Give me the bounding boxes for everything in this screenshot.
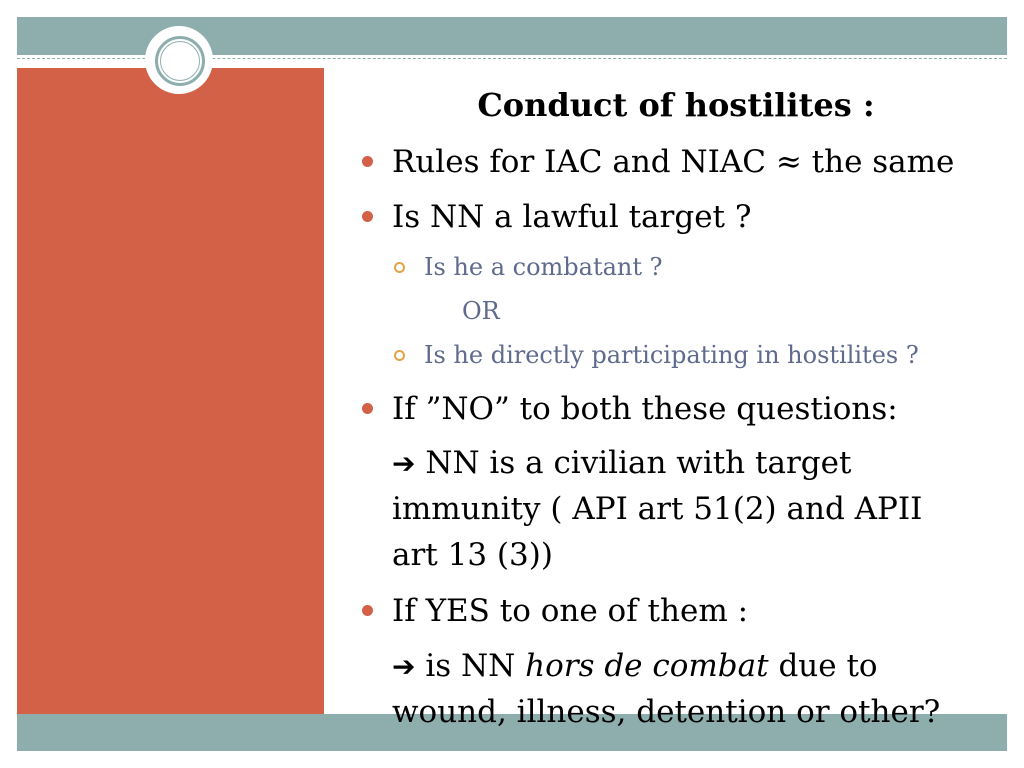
bullet-if-no: If ”NO” to both these questions: bbox=[392, 391, 898, 427]
bullet-lawful-target: Is NN a lawful target ? bbox=[392, 199, 752, 235]
no-result-line-2: immunity ( API art 51(2) and APII bbox=[392, 491, 923, 527]
sub-item-participating: Is he directly participating in hostilites ? bbox=[424, 341, 919, 369]
yes-result-suffix: due to bbox=[778, 648, 878, 684]
circle-inner-ring-icon bbox=[160, 41, 200, 81]
yes-result-line-2: wound, illness, detention or other? bbox=[392, 694, 941, 730]
no-result-line-3: art 13 (3)) bbox=[392, 537, 553, 573]
hollow-bullet-icon bbox=[394, 262, 405, 273]
yes-result-prefix: is NN bbox=[425, 648, 516, 684]
bullet-rules: Rules for IAC and NIAC ≈ the same bbox=[392, 144, 955, 180]
bullet-if-yes: If YES to one of them : bbox=[392, 593, 749, 629]
left-color-panel bbox=[17, 68, 324, 714]
sub-item-combatant: Is he a combatant ? bbox=[424, 253, 663, 281]
right-arrow-icon: ➔ bbox=[392, 650, 416, 683]
bullet-dot-icon bbox=[362, 605, 373, 616]
sub-item-or: OR bbox=[462, 297, 500, 325]
no-result-text-1: NN is a civilian with target bbox=[425, 445, 852, 481]
bullet-dot-icon bbox=[362, 211, 373, 222]
hollow-bullet-icon bbox=[394, 350, 405, 361]
bullet-dot-icon bbox=[362, 403, 373, 414]
yes-result-line-1 bbox=[392, 646, 878, 687]
yes-result-italic: hors de combat bbox=[525, 648, 769, 684]
bullet-dot-icon bbox=[362, 156, 373, 167]
no-result-line-1 bbox=[392, 443, 851, 484]
slide-title: Conduct of hostilites : bbox=[477, 86, 875, 124]
right-arrow-icon: ➔ bbox=[392, 447, 416, 480]
